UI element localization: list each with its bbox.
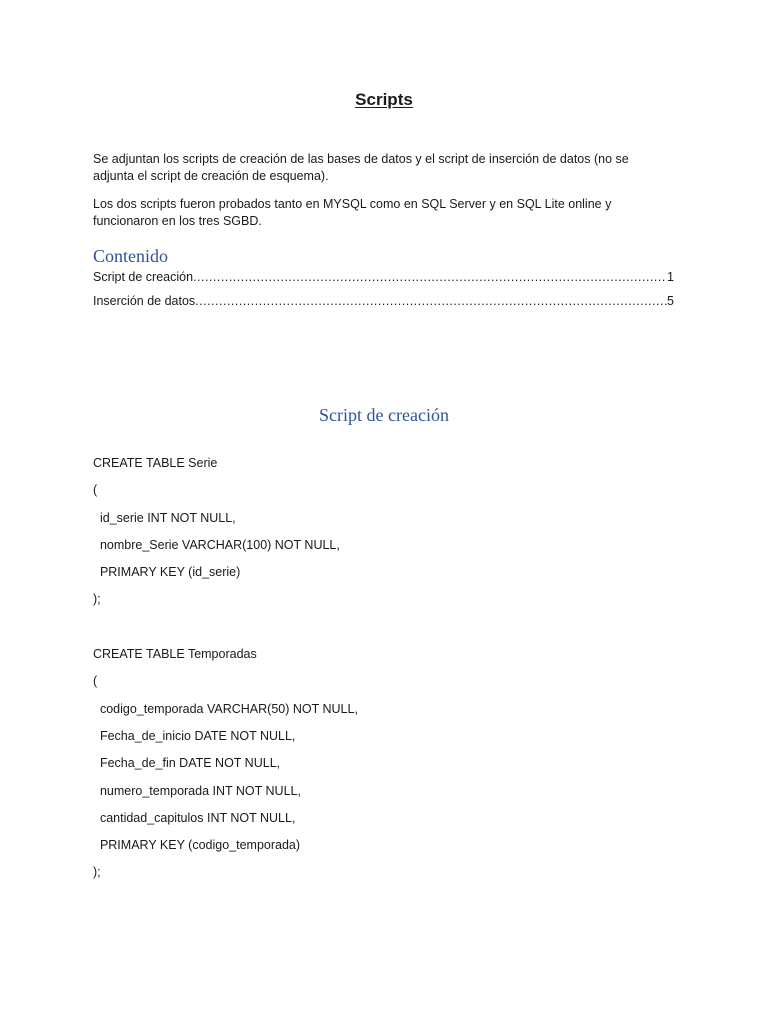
toc-dot-leader <box>195 293 667 310</box>
code-line: ); <box>93 865 101 880</box>
code-line: codigo_temporada VARCHAR(50) NOT NULL, <box>93 701 358 716</box>
intro-paragraph: Los dos scripts fueron probados tanto en MYSQL como en SQL Server y en SQL Lite online y funcionaron en los tres SGBD. <box>93 197 612 228</box>
code-line: cantidad_capitulos INT NOT NULL, <box>93 810 296 825</box>
code-line: Fecha_de_inicio DATE NOT NULL, <box>93 728 296 743</box>
code-line: numero_temporada INT NOT NULL, <box>93 783 301 798</box>
code-line: ); <box>93 592 101 607</box>
code-line <box>93 619 693 646</box>
code-line: nombre_Serie VARCHAR(100) NOT NULL, <box>93 537 340 552</box>
code-line: ( <box>93 483 98 498</box>
code-line: CREATE TABLE Serie <box>93 456 218 470</box>
table-of-contents <box>93 269 674 317</box>
document-title: Scripts <box>355 90 413 109</box>
code-line: Fecha_de_fin DATE NOT NULL, <box>93 756 281 771</box>
code-line: PRIMARY KEY (id_serie) <box>93 565 241 580</box>
toc-entry-page: 1 <box>667 270 674 284</box>
toc-entry-page: 5 <box>667 294 674 308</box>
toc-entry[interactable] <box>93 269 674 293</box>
code-line: PRIMARY KEY (codigo_temporada) <box>93 838 301 853</box>
sql-script-block <box>93 455 693 892</box>
section-heading: Script de creación <box>319 405 449 425</box>
intro-paragraph: Se adjuntan los scripts de creación de las bases de datos y el script de inserción de datos (no se adjunta el script de creación de esquema). <box>93 152 629 183</box>
toc-entry-label: Inserción de datos <box>93 294 196 308</box>
code-line: CREATE TABLE Temporadas <box>93 647 257 662</box>
code-line: id_serie INT NOT NULL, <box>93 510 236 525</box>
toc-heading: Contenido <box>93 246 168 266</box>
toc-entry[interactable] <box>93 293 674 317</box>
toc-dot-leader <box>193 269 667 286</box>
toc-entry-label: Script de creación <box>93 270 194 284</box>
code-line: ( <box>93 674 98 689</box>
